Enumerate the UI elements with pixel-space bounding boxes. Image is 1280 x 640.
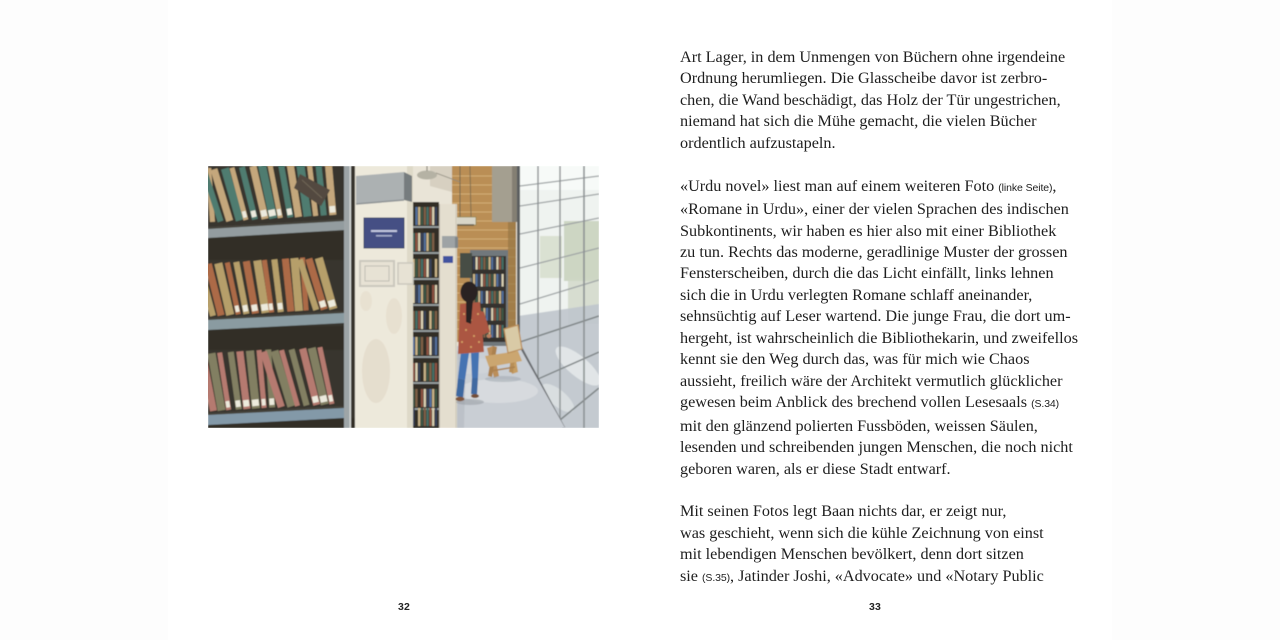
text-line: sehnsüchtig auf Leser wartend. Die junge Frau, die dort um-: [680, 307, 1071, 326]
page-number-left: 32: [397, 601, 411, 613]
paragraph: [680, 176, 1112, 480]
library-photo: [208, 166, 599, 428]
text-line: sich die in Urdu verlegten Romane schlaff aneinander,: [680, 285, 1033, 304]
text-line: lesenden und schreibenden jungen Menschen, die noch nicht: [680, 438, 1073, 457]
text-line: aussieht, freilich wäre der Architekt vermutlich glücklicher: [680, 371, 1063, 390]
text-line: Art Lager, in dem Unmengen von Büchern ohne irgendeine: [680, 48, 1066, 66]
text-line: Subkontinents, wir haben es hier also mit einer Bibliothek: [680, 221, 1057, 240]
text-line: niemand hat sich die Mühe gemacht, die vielen Bücher: [680, 112, 1037, 131]
text-line: Mit seinen Fotos legt Baan nichts dar, er zeigt nur,: [680, 502, 1007, 521]
text-line: sie (S.35), Jatinder Joshi, «Advocate» und «Notary Public: [680, 566, 1044, 585]
paragraph: [680, 47, 1112, 154]
page-number-right: 33: [868, 601, 882, 613]
book-spread: [168, 0, 1112, 640]
text-line: was geschieht, wenn sich die kühle Zeichnung von einst: [680, 523, 1044, 542]
text-line: «Romane in Urdu», einer der vielen Sprachen des indischen: [680, 200, 1069, 219]
text-line: Ordnung herumliegen. Die Glasscheibe davor ist zerbro-: [680, 69, 1048, 88]
text-line: hergeht, ist wahrscheinlich die Bibliothekarin, und zweifellos: [680, 328, 1078, 347]
text-line: ordentlich aufzustapeln.: [680, 133, 836, 152]
text-line: geboren waren, als er diese Stadt entwarf.: [680, 459, 951, 478]
body-text: [680, 47, 1112, 611]
text-line: gewesen beim Anblick des brechend vollen Lesesaals (S.34): [680, 393, 1060, 412]
text-line: Fensterscheiben, durch die das Licht einfällt, links lehnen: [680, 264, 1054, 283]
library-photo-illustration: [208, 166, 599, 428]
text-line: mit den glänzend polierten Fussböden, weissen Säulen,: [680, 416, 1038, 435]
text-line: «Urdu novel» liest man auf einem weiteren Foto (linke Seite),: [680, 176, 1057, 195]
paragraph: [680, 501, 1112, 589]
text-line: chen, die Wand beschädigt, das Holz der Tür ungestrichen,: [680, 90, 1061, 109]
text-line: kennt sie den Weg durch das, was für mich wie Chaos: [680, 350, 1030, 369]
text-line: zu tun. Rechts das moderne, geradlinige Muster der grossen: [680, 243, 1068, 262]
text-line: mit lebendigen Menschen bevölkert, denn dort sitzen: [680, 545, 1024, 564]
